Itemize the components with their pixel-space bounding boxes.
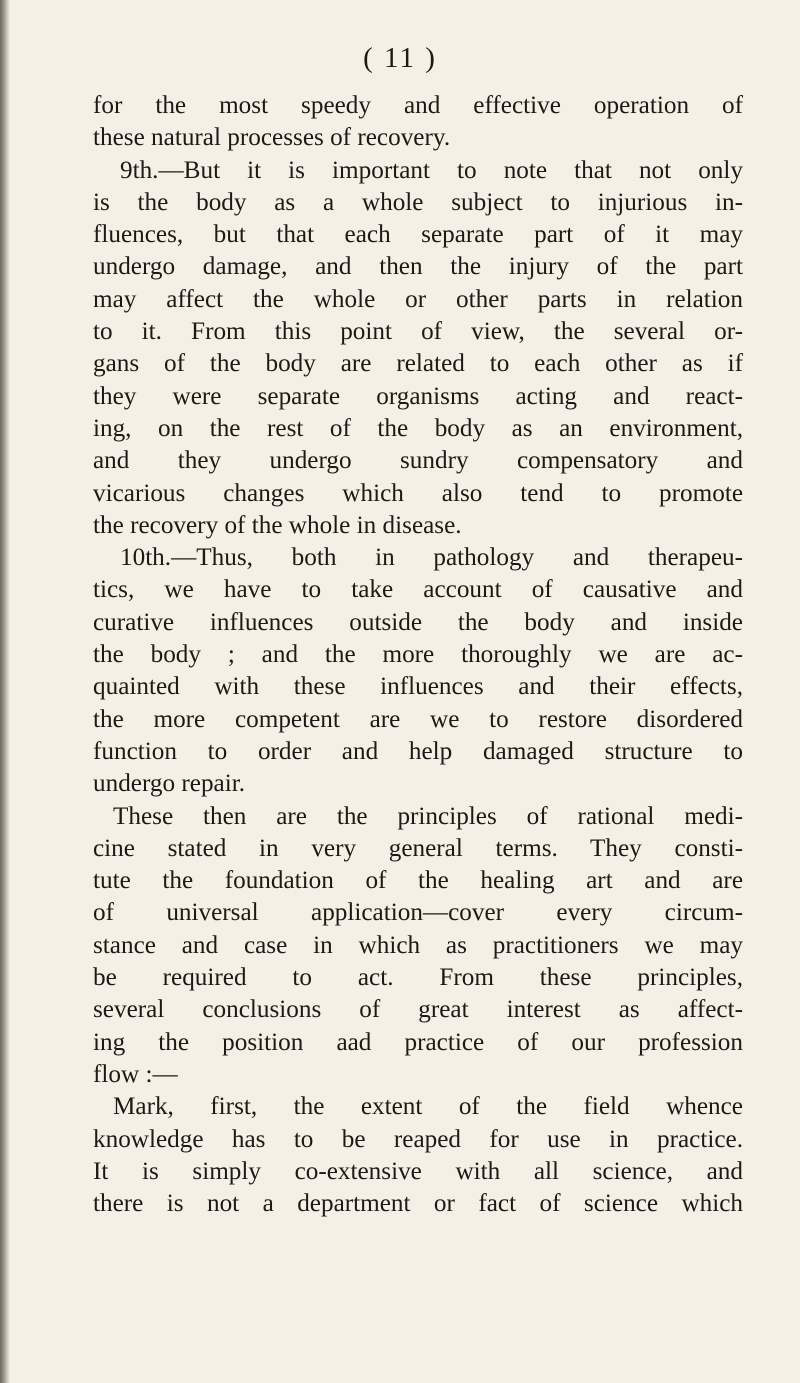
text-line: may affect the whole or other parts in relation bbox=[93, 285, 743, 313]
page-gutter-shadow bbox=[0, 0, 10, 1383]
text-line: fluences, but that each separate part of it may bbox=[93, 221, 743, 249]
text-line: cine stated in very general terms. They consti- bbox=[93, 834, 743, 862]
text-line: these natural processes of recovery. bbox=[93, 124, 451, 152]
text-line: be required to act. From these principles, bbox=[93, 964, 743, 992]
text-line: stance and case in which as practitioners we may bbox=[93, 931, 743, 959]
text-line: gans of the body are related to each other as if bbox=[93, 350, 743, 378]
text-line: for the most speedy and effective operation of bbox=[93, 92, 743, 119]
text-line: function to order and help damaged structure to bbox=[93, 737, 743, 765]
text-line: and they undergo sundry compensatory and bbox=[93, 447, 743, 475]
text-line: quainted with these influences and their effects, bbox=[93, 673, 743, 701]
text-line: of universal application—cover every circum- bbox=[93, 899, 743, 927]
text-line: the more competent are we to restore disordered bbox=[93, 705, 743, 733]
page-number: ( 11 ) bbox=[363, 42, 437, 74]
text-line: undergo repair. bbox=[93, 770, 246, 798]
text-line: to it. From this point of view, the several or- bbox=[93, 318, 743, 346]
body-text bbox=[93, 90, 743, 1220]
text-line: the recovery of the whole in disease. bbox=[93, 511, 462, 539]
text-line: tute the foundation of the healing art and are bbox=[93, 867, 743, 895]
text-line: undergo damage, and then the injury of the part bbox=[93, 253, 743, 281]
text-line: 9th.—But it is important to note that not only bbox=[120, 156, 743, 184]
text-line: ing, on the rest of the body as an environment, bbox=[93, 414, 743, 442]
text-line: ing the position aad practice of our profession bbox=[93, 1028, 743, 1056]
text-line: curative influences outside the body and inside bbox=[93, 608, 743, 636]
text-line: flow :— bbox=[93, 1060, 178, 1088]
text-line: These then are the principles of rational medi- bbox=[113, 802, 743, 830]
text-line: they were separate organisms acting and react- bbox=[93, 382, 743, 410]
text-line: several conclusions of great interest as affect- bbox=[93, 996, 743, 1024]
text-line: there is not a department or fact of science which bbox=[93, 1190, 743, 1218]
text-line: vicarious changes which also tend to promote bbox=[93, 479, 743, 507]
text-line: 10th.—Thus, both in pathology and therapeu- bbox=[120, 544, 743, 572]
text-line: is the body as a whole subject to injurious in- bbox=[93, 188, 743, 216]
text-line: knowledge has to be reaped for use in practice. bbox=[93, 1125, 743, 1153]
text-line: tics, we have to take account of causative and bbox=[93, 576, 743, 604]
text-line: the body ; and the more thoroughly we are ac- bbox=[93, 641, 743, 669]
text-line: It is simply co-extensive with all science, and bbox=[93, 1157, 743, 1185]
text-line: Mark, first, the extent of the field whence bbox=[113, 1093, 743, 1121]
